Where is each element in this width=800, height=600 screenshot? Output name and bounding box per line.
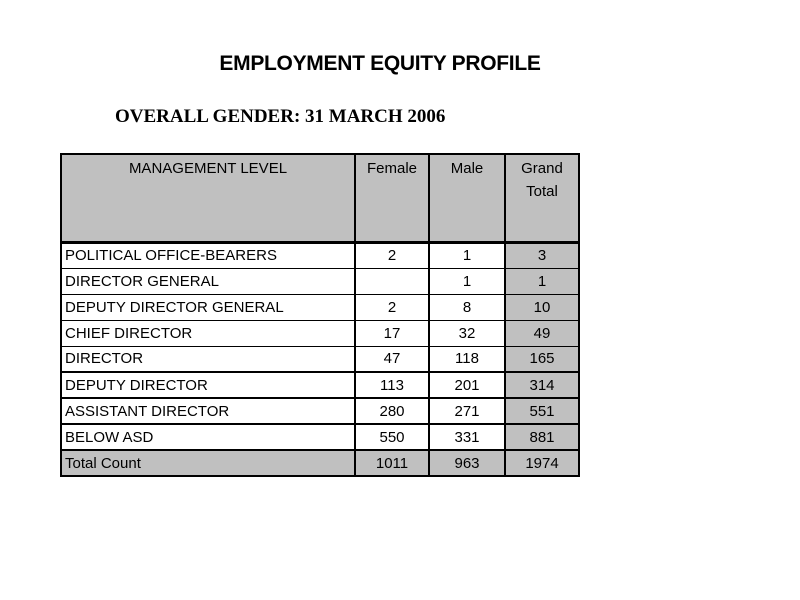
equity-table: [60, 153, 580, 477]
row-female: 550: [355, 424, 429, 450]
total-female: 1011: [355, 450, 429, 476]
table-row: [61, 294, 579, 320]
total-row: [61, 450, 579, 476]
row-male: 1: [429, 268, 505, 294]
row-female: 280: [355, 398, 429, 424]
row-male: 32: [429, 320, 505, 346]
table-row: [61, 398, 579, 424]
row-male: 331: [429, 424, 505, 450]
table-row: [61, 242, 579, 268]
header-management-level: MANAGEMENT LEVEL: [61, 154, 355, 242]
header-row: [61, 154, 579, 242]
table-row: [61, 268, 579, 294]
row-level: BELOW ASD: [61, 424, 355, 450]
row-level: ASSISTANT DIRECTOR: [61, 398, 355, 424]
page-title: EMPLOYMENT EQUITY PROFILE: [219, 52, 541, 75]
row-total: 314: [505, 372, 579, 398]
row-level: DIRECTOR GENERAL: [61, 268, 355, 294]
row-level: CHIEF DIRECTOR: [61, 320, 355, 346]
row-total: 1: [505, 268, 579, 294]
total-label: Total Count: [61, 450, 355, 476]
row-total: 49: [505, 320, 579, 346]
table-row: [61, 424, 579, 450]
table-row: [61, 320, 579, 346]
row-male: 201: [429, 372, 505, 398]
row-total: 3: [505, 242, 579, 268]
row-female: 2: [355, 294, 429, 320]
row-male: 1: [429, 242, 505, 268]
row-female: 17: [355, 320, 429, 346]
row-male: 8: [429, 294, 505, 320]
header-grand-total-line1: Grand: [521, 160, 563, 177]
row-level: DIRECTOR: [61, 346, 355, 372]
table-row: [61, 346, 579, 372]
row-total: 881: [505, 424, 579, 450]
header-grand-total-line2: Total: [526, 183, 558, 200]
row-level: DEPUTY DIRECTOR GENERAL: [61, 294, 355, 320]
row-level: POLITICAL OFFICE-BEARERS: [61, 242, 355, 268]
page-subtitle: OVERALL GENDER: 31 MARCH 2006: [115, 106, 446, 127]
row-male: 271: [429, 398, 505, 424]
row-female: 113: [355, 372, 429, 398]
total-male: 963: [429, 450, 505, 476]
header-female: Female: [355, 154, 429, 242]
row-total: 165: [505, 346, 579, 372]
header-male: Male: [429, 154, 505, 242]
total-grand: 1974: [505, 450, 579, 476]
row-level: DEPUTY DIRECTOR: [61, 372, 355, 398]
row-female: [355, 268, 429, 294]
row-total: 551: [505, 398, 579, 424]
row-female: 2: [355, 242, 429, 268]
row-total: 10: [505, 294, 579, 320]
row-male: 118: [429, 346, 505, 372]
row-female: 47: [355, 346, 429, 372]
table-row: [61, 372, 579, 398]
header-grand-total: [505, 154, 579, 242]
